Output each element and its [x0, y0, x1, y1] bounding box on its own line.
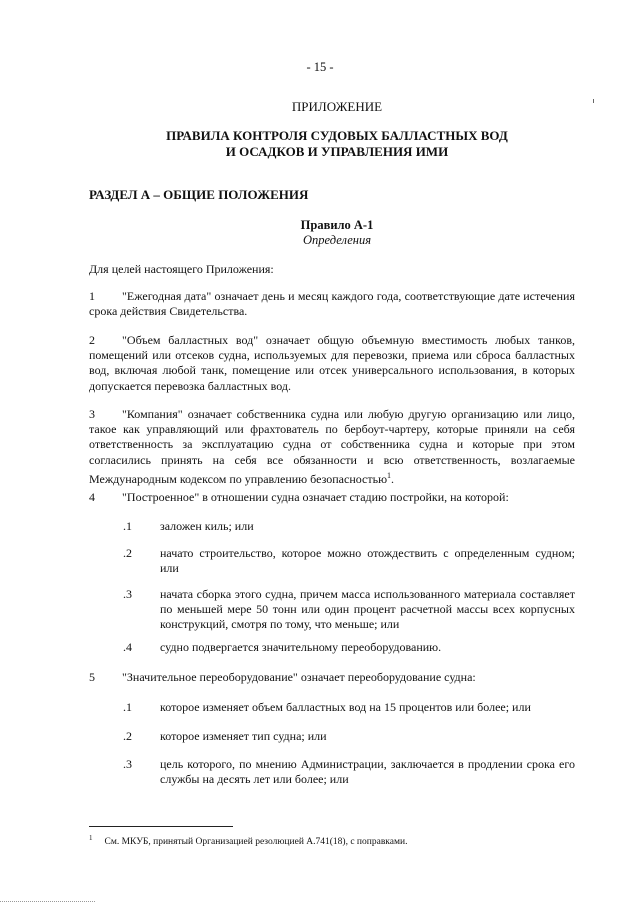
- item-4-lead: "Построенное" в отношении судна означает стадию постройки, на которой:: [122, 490, 509, 504]
- title-line-1: ПРАВИЛА КОНТРОЛЯ СУДОВЫХ БАЛЛАСТНЫХ ВОД: [166, 128, 508, 143]
- rule-number: Правило А-1: [300, 218, 374, 232]
- item-5-sub-3-number: .3: [123, 757, 132, 771]
- item-4-sub-2-text: начато строительство, которое можно отождествить с определенным судном; или: [160, 546, 575, 576]
- footnote-ref: 1: [387, 470, 392, 480]
- intro-text: Для целей настоящего Приложения:: [89, 262, 274, 276]
- item-5-sub-3-text: цель которого, по мнению Администрации, заключается в продлении срока его службы на десять лет или более; или: [160, 757, 575, 787]
- definition-text: "Объем балластных вод" означает общую объемную вместимость любых танков, помещений или отсеков судна, используемых для перевозки, приема или сброса балластных вод, включая любой танк, помещение или отсек универсального использования, в которых допускается перевозка балластных вод.: [89, 333, 575, 393]
- item-4-sub-4-number: .4: [123, 640, 132, 654]
- definition-1: [89, 289, 575, 319]
- item-4-sub-3-number: .3: [123, 587, 132, 601]
- item-4-sub-4-text: судно подвергается значительному переоборудованию.: [160, 640, 442, 654]
- item-5-sub-2-text: которое изменяет тип судна; или: [160, 729, 327, 743]
- item-4-sub-3-text: начата сборка этого судна, причем масса использованного материала составляет по меньшей мере 50 тонн или один процент расчетной массы всех корпусных конструкций, смотря по тому, что меньше; или: [160, 587, 575, 632]
- footnote-marker: 1: [89, 834, 93, 842]
- item-5-sub-1-number: .1: [123, 700, 132, 714]
- item-4-sub-1-text: заложен киль; или: [160, 519, 254, 533]
- annex-label: ПРИЛОЖЕНИЕ: [291, 99, 383, 114]
- definition-text: "Компания" означает собственника судна или любую другую организацию или лицо, такое как управляющий или фрахтователь по бербоут-чартеру, которые приняли на себя ответственность за эксплуатацию судна от собственника судна и которые при этом согласились принять на себя все обязанности и всю ответственность, возлагаемые Международным кодексом по управлению безопасностью: [89, 407, 575, 486]
- definition-text: "Ежегодная дата" означает день и месяц каждого года, соответствующие дате истечения срока действия Свидетельства.: [89, 289, 575, 319]
- document-title: [0, 128, 640, 160]
- item-4-sub-2-number: .2: [123, 546, 132, 560]
- definition-number: 1: [89, 289, 95, 303]
- scan-edge-mark: [0, 901, 95, 902]
- section-heading: РАЗДЕЛ А – ОБЩИЕ ПОЛОЖЕНИЯ: [89, 187, 309, 202]
- item-4-sub-1-number: .1: [123, 519, 132, 533]
- definition-tail: .: [391, 471, 395, 486]
- page-number: - 15 -: [306, 60, 334, 74]
- item-4-number: 4: [89, 490, 95, 504]
- definition-number: 2: [89, 333, 95, 347]
- definition-3: [89, 407, 575, 487]
- footnote-text: См. МКУБ, принятый Организацией резолюцией А.741(18), с поправками.: [104, 837, 408, 848]
- footnote: [89, 834, 407, 847]
- title-line-2: И ОСАДКОВ И УПРАВЛЕНИЯ ИМИ: [225, 144, 449, 159]
- definition-number: 3: [89, 407, 95, 421]
- item-5-lead: "Значительное переоборудование" означает переоборудование судна:: [122, 670, 476, 684]
- definition-2: [89, 333, 575, 394]
- item-5-sub-2-number: .2: [123, 729, 132, 743]
- footnote-divider: [89, 826, 233, 827]
- item-5-number: 5: [89, 670, 95, 684]
- rule-subtitle: Определения: [302, 233, 372, 247]
- item-5-sub-1-text: которое изменяет объем балластных вод на 15 процентов или более; или: [160, 700, 531, 714]
